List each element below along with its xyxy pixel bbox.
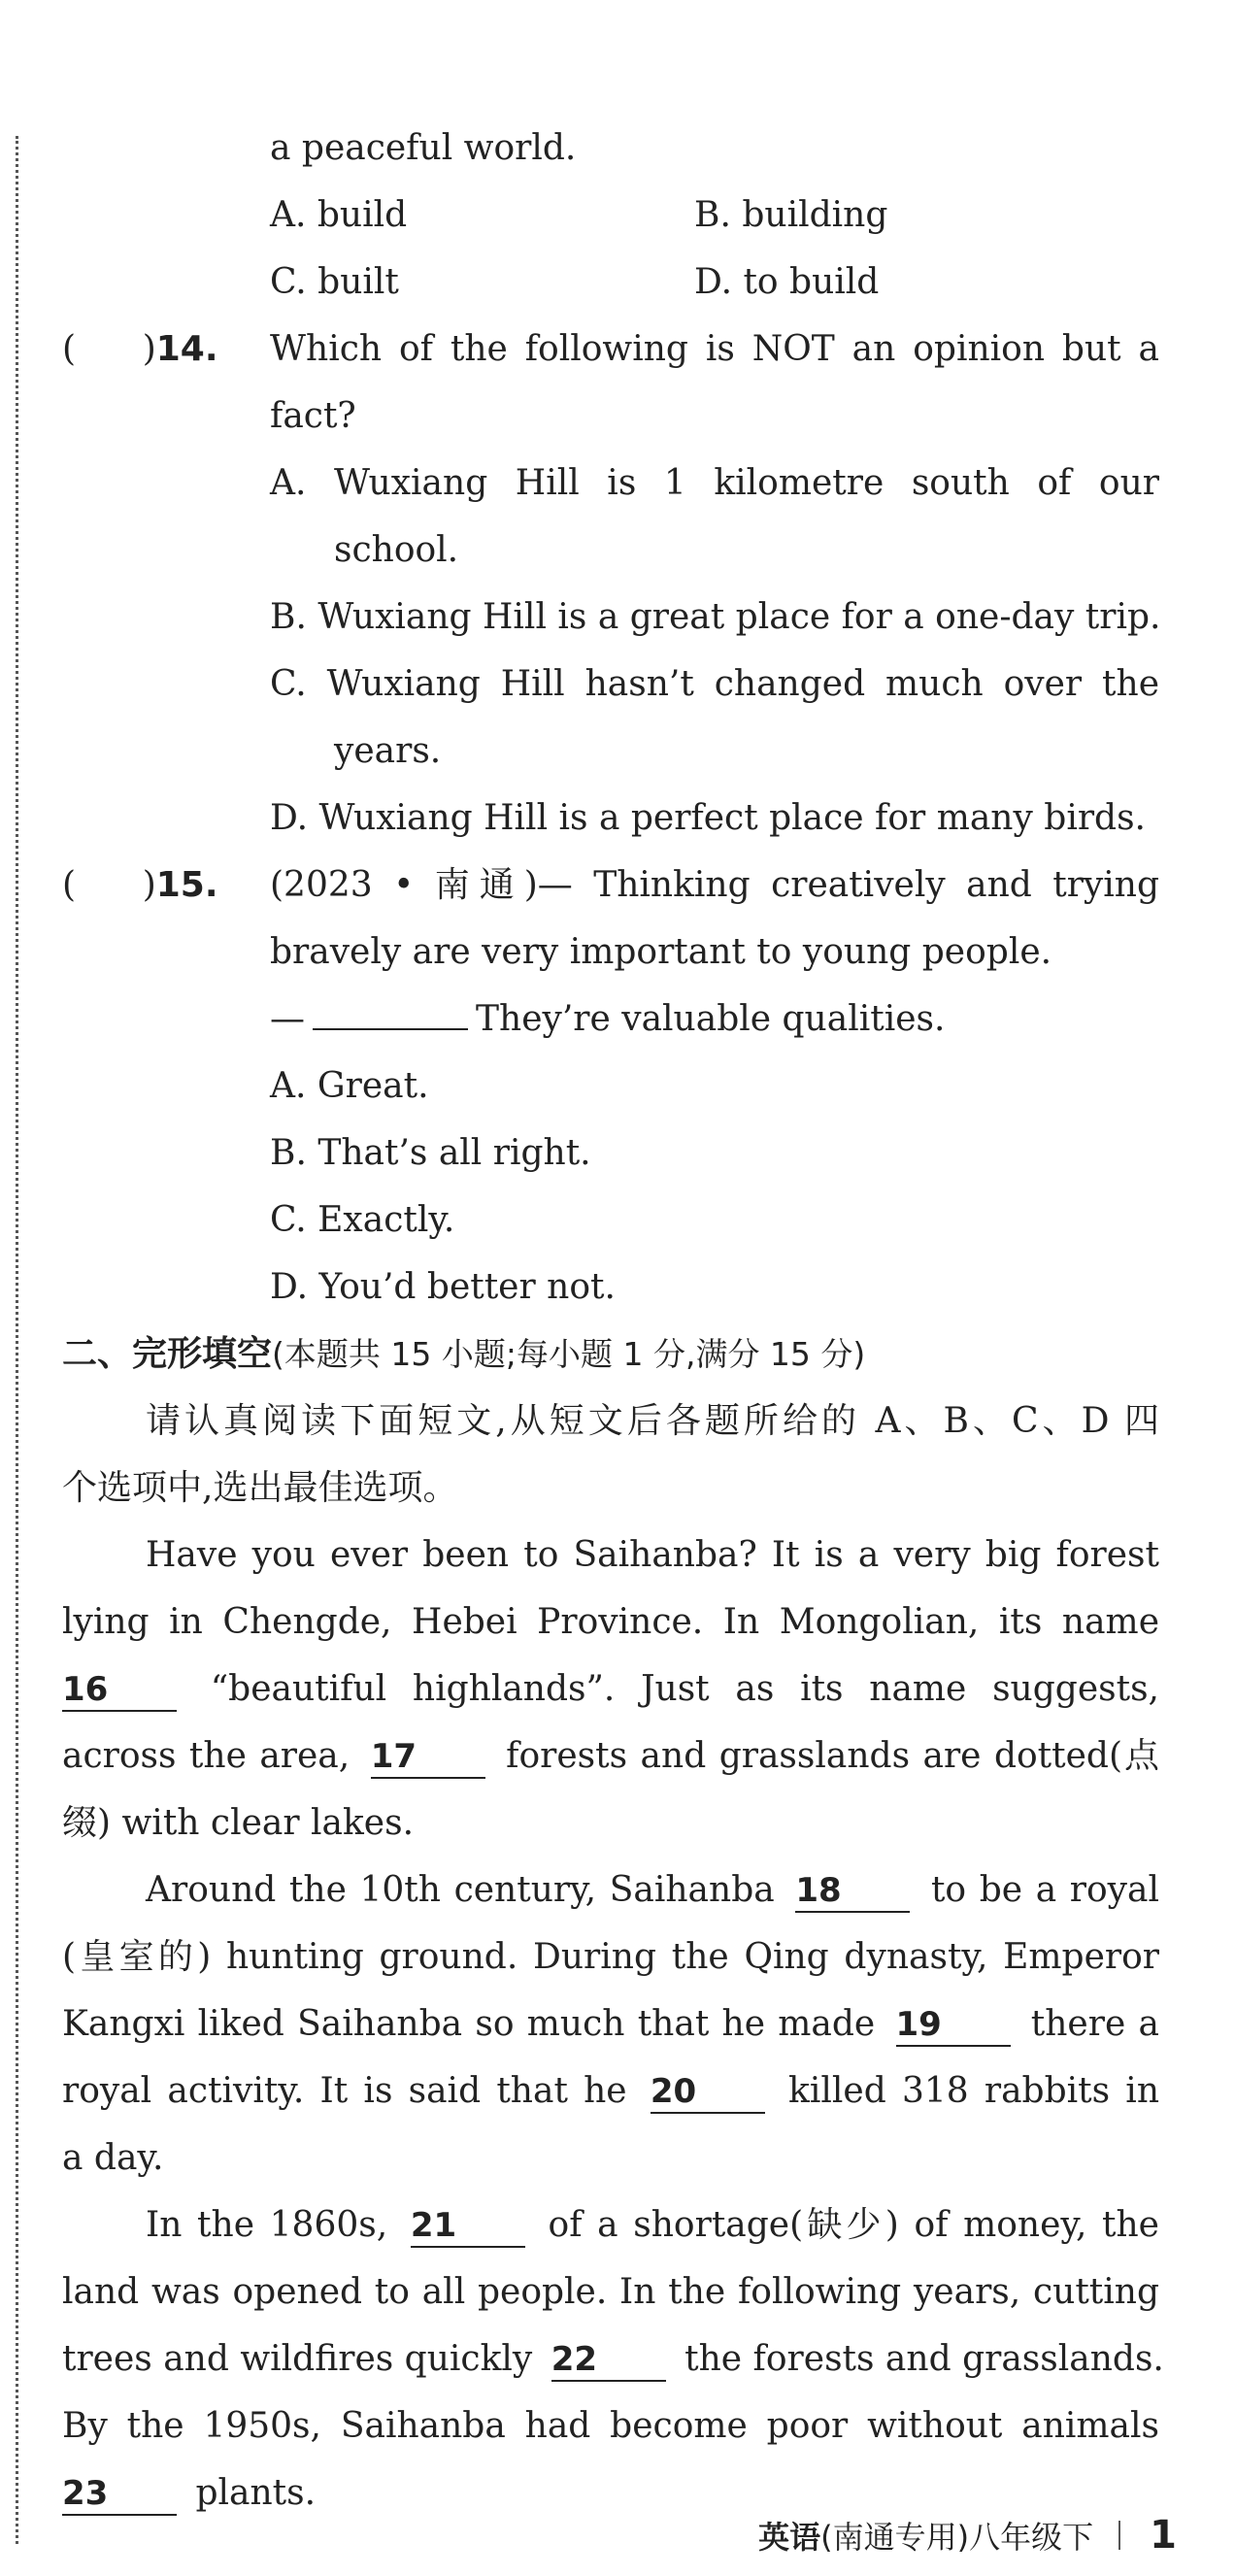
q14-option-c-cont: years.: [334, 731, 442, 771]
q15-stem-line2: bravely are very important to young people.: [270, 932, 1052, 972]
q15-option-a[interactable]: A. Great.: [270, 1066, 429, 1106]
section-instruction: 请认真阅读下面短文,从短文后各题所给的 A、B、C、D 四 个选项中,选出最佳选项。: [62, 1401, 1159, 1508]
q13-stem-tail: a peaceful world.: [270, 128, 577, 168]
blank-18[interactable]: 18: [795, 1870, 910, 1913]
section-heading: [62, 1321, 1159, 1388]
passage-paragraph-2: Around the 10th century, Saihanba 18 to be a royal (皇室的) hunting ground. During the Qing dynasty, Emperor Kangxi liked Saihanba so much that he made 19 there a royal activity. It is said that he 20 killed 318 rabbits in a day.: [62, 1870, 1159, 2178]
q15-number: 15.: [155, 865, 218, 905]
q15-answer-blank[interactable]: [313, 999, 468, 1030]
section-title: 二、完形填空: [62, 1334, 273, 1374]
passage-paragraph-3: In the 1860s, 21 of a shortage(缺少) of money, the land was opened to all people. In the following years, cutting trees and wildfires quickly 22 the forests and grasslands. By the 1950s, Saihanba had become poor without animals 23 plants.: [62, 2191, 1159, 2526]
q13-option-c[interactable]: C. built: [270, 262, 399, 302]
book-title: 英语(南通专用)八年级下: [758, 2519, 1094, 2556]
blank-22[interactable]: 22: [551, 2339, 666, 2382]
q14-stem-line1: Which of the following is NOT an opinion but a: [270, 329, 1159, 369]
q14-option-a[interactable]: A. Wuxiang Hill is 1 kilometre south of our: [270, 463, 1159, 503]
blank-23[interactable]: 23: [62, 2473, 177, 2516]
q13-options-row2: [62, 249, 1159, 316]
blank-16[interactable]: 16: [62, 1669, 177, 1712]
worksheet-page: [62, 115, 1164, 2526]
q14-option-c[interactable]: C. Wuxiang Hill hasn’t changed much over the: [270, 664, 1159, 704]
q15-stem-line1: (2023 • 南通)— Thinking creatively and trying: [270, 865, 1159, 905]
section-note: (本题共 15 小题;每小题 1 分,满分 15 分): [272, 1335, 866, 1373]
blank-20[interactable]: 20: [651, 2071, 765, 2114]
page-footer: [758, 2513, 1177, 2558]
q13-option-d[interactable]: D. to build: [694, 262, 880, 302]
footer-divider: [1118, 2521, 1120, 2550]
page-number: 1: [1150, 2513, 1177, 2558]
q15: [62, 852, 1159, 919]
q14-option-b[interactable]: B. Wuxiang Hill is a great place for a one-day trip.: [270, 597, 1161, 637]
passage-paragraph-1: Have you ever been to Saihanba? It is a very big forest lying in Chengde, Hebei Province. In Mongolian, its name 16 “beautiful highlands”. Just as its name suggests, across the area, 17 forests and grasslands are dotted(点 缀) with clear lakes.: [62, 1535, 1159, 1843]
cut-line: [16, 136, 18, 2544]
q15-answer-bracket[interactable]: ( )15.: [62, 865, 218, 905]
q14-option-a-cont: school.: [334, 530, 459, 570]
q15-option-d[interactable]: D. You’d better not.: [270, 1267, 616, 1307]
q14-option-d[interactable]: D. Wuxiang Hill is a perfect place for many birds.: [270, 798, 1147, 838]
q15-option-b[interactable]: B. That’s all right.: [270, 1133, 591, 1173]
q14-stem-line2: fact?: [270, 396, 356, 436]
q14-answer-bracket[interactable]: ( )14.: [62, 329, 218, 369]
blank-21[interactable]: 21: [411, 2205, 525, 2248]
blank-17[interactable]: 17: [371, 1736, 485, 1779]
blank-19[interactable]: 19: [896, 2004, 1011, 2047]
q15-reply: — They’re valuable qualities.: [270, 999, 946, 1039]
q13-option-b[interactable]: B. building: [694, 195, 888, 235]
q14-number: 14.: [155, 329, 218, 369]
q15-option-c[interactable]: C. Exactly.: [270, 1200, 455, 1240]
q13-option-a[interactable]: A. build: [270, 195, 408, 235]
q13-options-row1: [62, 182, 1159, 249]
q14: [62, 316, 1159, 383]
